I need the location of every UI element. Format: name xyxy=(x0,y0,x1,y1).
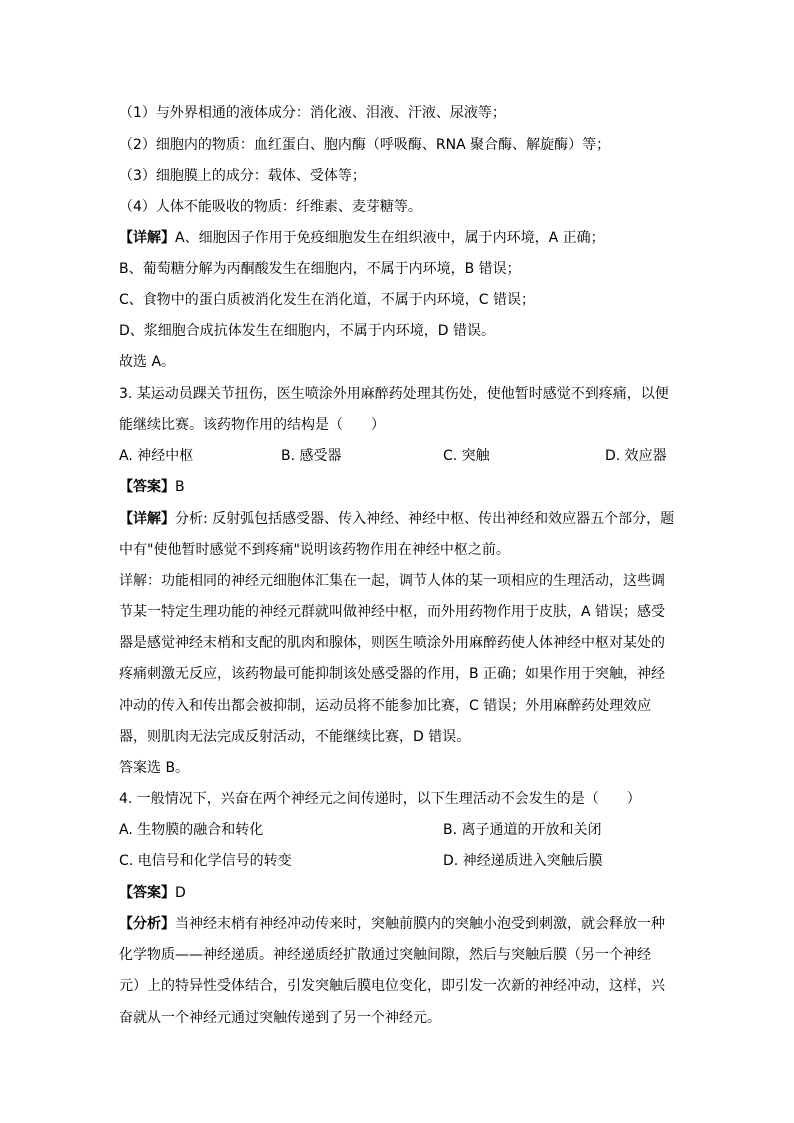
detail-line: 详解：功能相同的神经元细胞体汇集在一起，调节人体的某一项相应的生理活动，这些调 xyxy=(119,573,665,589)
option-d: D. 神经递质进入突触后膜 xyxy=(443,853,603,869)
conclusion-line: 答案选 B。 xyxy=(119,760,190,776)
analysis-line: 奋就从一个神经元通过突触传递到了另一个神经元。 xyxy=(119,1010,441,1026)
question-3-stem: 能继续比赛。该药物作用的结构是（ ） xyxy=(119,417,385,433)
detail-line: 疼痛刺激无反应，该药物最可能抑制该处感受器的作用，B 正确；如果作用于突触，神经 xyxy=(119,666,666,682)
option-a: A. 生物膜的融合和转化 xyxy=(119,822,264,838)
detail-line: 中有"使他暂时感觉不到疼痛"说明该药物作用在神经中枢之前。 xyxy=(119,542,510,558)
analysis-line: 【分析】当神经末梢有神经冲动传来时，突触前膜内的突触小泡受到刺激，就会释放一种 xyxy=(119,916,665,932)
option-c: C. 突触 xyxy=(443,448,490,464)
question-4-stem: 4. 一般情况下，兴奋在两个神经元之间传递时，以下生理活动不会发生的是（ ） xyxy=(119,791,641,807)
detail-tag: 【详解】 xyxy=(119,511,175,527)
option-b: B. 感受器 xyxy=(281,448,342,464)
detail-line: 器是感觉神经末梢和支配的肌肉和腺体，则医生喷涂外用麻醉药使人体神经中枢对某处的 xyxy=(119,635,665,651)
answer-line xyxy=(119,883,679,903)
analysis-line: 化学物质——神经递质。神经递质经扩散通过突触间隙，然后与突触后膜（另一个神经 xyxy=(119,947,651,963)
analysis-line: 元）上的特异性受体结合，引发突触后膜电位变化，即引发一次新的神经冲动，这样，兴 xyxy=(119,978,665,994)
detail-tag: 【详解】 xyxy=(119,230,175,246)
conclusion-line: 故选 A。 xyxy=(119,354,176,370)
list-item: （3）细胞膜上的成分：载体、受体等； xyxy=(119,168,366,184)
answer-line xyxy=(119,477,679,497)
answer-value: B xyxy=(175,479,185,495)
option-a: A. 神经中枢 xyxy=(119,448,194,464)
list-item: （4）人体不能吸收的物质：纤维素、麦芽糖等。 xyxy=(119,199,422,215)
option-d: D. 效应器 xyxy=(605,448,667,464)
detail-line: 器，则肌肉无法完成反射活动，不能继续比赛，D 错误。 xyxy=(119,729,471,745)
option-b: B. 离子通道的开放和关闭 xyxy=(443,822,602,838)
detail-line: 【详解】A、细胞因子作用于免疫细胞发生在组织液中，属于内环境，A 正确； xyxy=(119,230,605,246)
detail-line: C、食物中的蛋白质被消化发生在消化道，不属于内环境，C 错误； xyxy=(119,292,535,308)
answer-value: D xyxy=(175,885,186,901)
list-item: （2）细胞内的物质：血红蛋白、胞内酶（呼吸酶、RNA 聚合酶、解旋酶）等； xyxy=(119,137,611,153)
detail-line: D、浆细胞合成抗体发生在细胞内，不属于内环境，D 错误。 xyxy=(119,323,496,339)
detail-line: B、葡萄糖分解为丙酮酸发生在细胞内，不属于内环境，B 错误； xyxy=(119,261,521,277)
detail-line: 节某一特定生理功能的神经元群就叫做神经中枢，而外用药物作用于皮肤，A 错误；感受 xyxy=(119,604,666,620)
answer-tag: 【答案】 xyxy=(119,885,175,901)
list-item: （1）与外界相通的液体成分：消化液、泪液、汗液、尿液等； xyxy=(119,105,506,121)
detail-line: 冲动的传入和传出都会被抑制，运动员将不能参加比赛，C 错误；外用麻醉药处理效应 xyxy=(119,698,652,714)
detail-line: 【详解】分析: 反射弧包括感受器、传入神经、神经中枢、传出神经和效应器五个部分，题 xyxy=(119,511,675,527)
option-c: C. 电信号和化学信号的转变 xyxy=(119,853,292,869)
answer-tag: 【答案】 xyxy=(119,479,175,495)
question-3-stem: 3. 某运动员踝关节扭伤，医生喷涂外用麻醉药处理其伤处，使他暂时感觉不到疼痛，以便 xyxy=(119,386,669,402)
analysis-tag: 【分析】 xyxy=(119,916,175,932)
